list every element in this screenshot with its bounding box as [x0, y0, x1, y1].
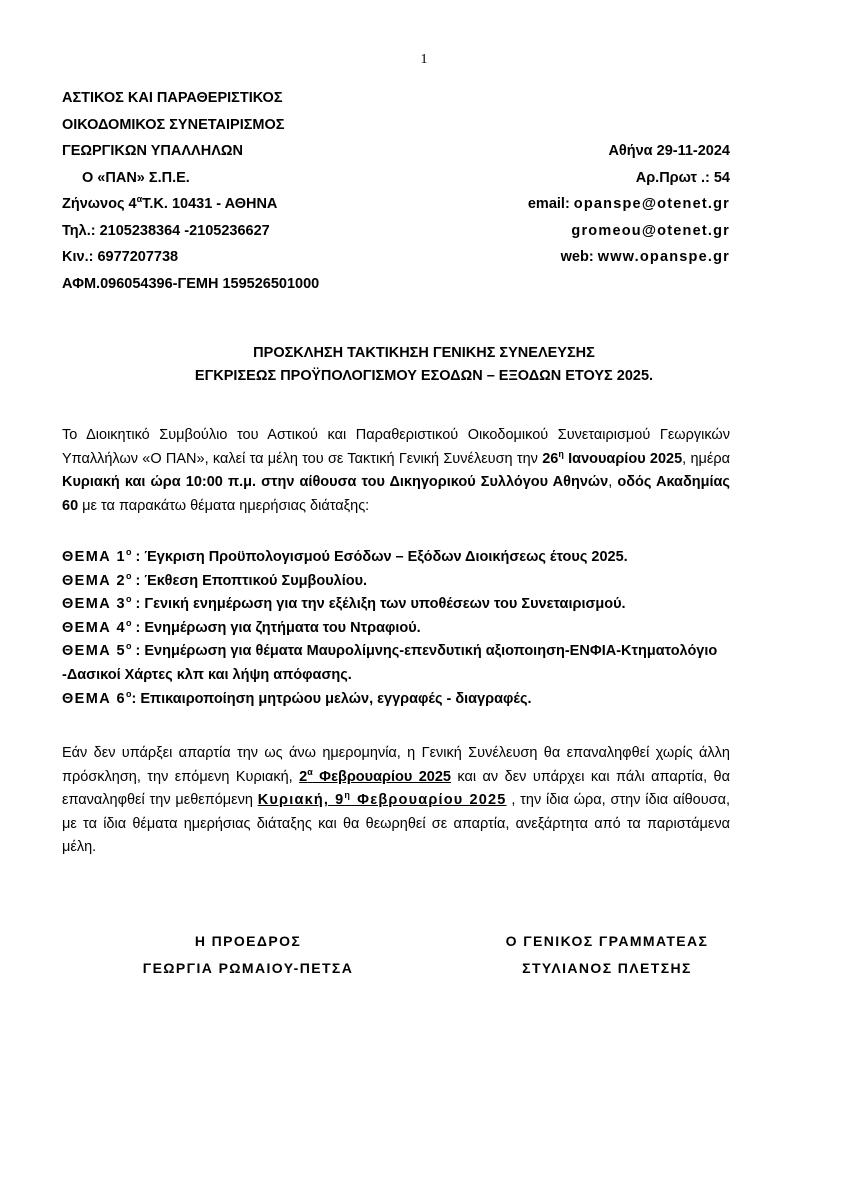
- website: web: www.opanspe.gr: [560, 249, 730, 265]
- agenda-item: ΘΕΜΑ $4^o$ : Ενημέρωση για ζητήματα του Ντραφιού.: [62, 617, 421, 636]
- email-link-2[interactable]: gromeou@otenet.gr: [571, 222, 730, 239]
- secretary-name: ΣΤΥΛΙΑΝΟΣ ΠΛΕΤΣΗΣ: [522, 960, 692, 976]
- email-link-1[interactable]: opanspe@otenet.gr: [573, 196, 730, 212]
- email-primary: email: opanspe@otenet.gr: [527, 196, 730, 212]
- sender-address: Ζήνωνος $4^\alpha T.K$. 10431 - ΑΘΗΝΑ: [62, 194, 278, 212]
- sender-tax-id: ΑΦΜ.096054396-ΓΕΜΗ 159526501000: [62, 275, 320, 292]
- sender-line-2: ΟΙΚΟΔΟΜΙΚΟΣ ΣΥΝΕΤΑΙΡΙΣΜΟΣ: [62, 116, 285, 133]
- agenda-item: ΘΕΜΑ $5^o$ : Ενημέρωση για θέματα Μαυρολίμνης-επενδυτική αξιοποιηση-ΕΝΦΙΑ-Κτηματολόγιο: [62, 641, 718, 660]
- sender-mobile: Κιν.: 6977207738: [62, 249, 179, 265]
- president-name: ΓΕΩΡΓΙΑ ΡΩΜΑΙΟΥ-ΠΕΤΣΑ: [142, 960, 354, 976]
- protocol-number: Αρ.Πρωτ .: 54: [635, 169, 730, 186]
- sender-block: [62, 85, 319, 297]
- sender-line-1: ΑΣΤΙΚΟΣ ΚΑΙ ΠΑΡΑΘΕΡΙΣΤΙΚΟΣ: [62, 90, 283, 106]
- agenda-list: [62, 546, 762, 711]
- agenda-item-continuation: -Δασικοί Χάρτες κλπ και λήψη απόφασης.: [62, 666, 352, 683]
- signature-secretary: [462, 928, 752, 982]
- signature-president: [108, 928, 388, 982]
- secretary-role: Ο ΓΕΝΙΚΟΣ ΓΡΑΜΜΑΤΕΑΣ: [505, 933, 709, 949]
- title-line-1: ΠΡΟΣΚΛΗΣΗ ΤΑΚΤΙΚΗΣΗ ΓΕΝΙΚΗΣ ΣΥΝΕΛΕΥΣΗΣ: [253, 345, 595, 361]
- letter-date: Αθήνα 29-11-2024: [608, 143, 730, 159]
- agenda-item: ΘΕΜΑ $6^o$: Επικαιροποίηση μητρώου μελών, εγγραφές - διαγραφές.: [62, 688, 532, 707]
- president-role: Η ΠΡΟΕΔΡΟΣ: [194, 933, 302, 949]
- agenda-item: ΘΕΜΑ $1^o$ : Έγκριση Προϋπολογισμού Εσόδων – Εξόδων Διοικήσεως έτους 2025.: [62, 547, 628, 565]
- meta-block: [528, 138, 730, 271]
- agenda-item: ΘΕΜΑ $2^o$ : Έκθεση Εποπτικού Συμβουλίου.: [62, 570, 368, 589]
- sender-line-3: ΓΕΩΡΓΙΚΩΝ ΥΠΑΛΛΗΛΩΝ: [62, 143, 243, 159]
- document-title: [0, 342, 848, 388]
- page-number: 1: [420, 52, 428, 67]
- title-line-2: ΕΓΚΡΙΣΕΩΣ ΠΡΟΫΠΟΛΟΓΙΣΜΟΥ ΕΣΟΔΩΝ – ΕΞΟΔΩΝ ΕΤΟΥΣ 2025.: [194, 368, 654, 384]
- agenda-item: ΘΕΜΑ $3^o$ : Γενική ενημέρωση για την εξέλιξη των υποθέσεων του Συνεταιρισμού.: [62, 594, 626, 613]
- sender-line-4: Ο «ΠΑΝ» Σ.Π.Ε.: [82, 169, 190, 186]
- closing-paragraph: Εάν δεν υπάρξει απαρτία την ως άνω ημερομηνία, η Γενική Συνέλευση θα επαναληφθεί χωρίς άλλη πρόσκληση, την επόμενη Κυριακή, $2^\alpha$ Φεβρουαρίου 2025 και αν δεν υπάρχει και πάλι απαρτία, θα επαναληφθεί την μεθεπόμενη Κυριακή, $9^\eta$ Φεβρουαρίου 2025 , την ίδια ώρα, στην ίδια αίθουσα, με τα ίδια θέματα ημερήσιας διάταξης και θα θεωρηθεί σε απαρτία, ανεξάρτητα από τα παριστάμενα μέλη.: [62, 745, 731, 855]
- website-link[interactable]: www.opanspe.gr: [597, 249, 730, 265]
- intro-paragraph: Το Διοικητικό Συμβούλιο του Αστικού και Παραθεριστικού Οικοδομικού Συνεταιρισμού Γεωργικών Υπαλλήλων «Ο ΠΑΝ», καλεί τα μέλη του σε Τακτική Γενική Συνέλευση την $26^\eta$ Ιανουαρίου 2025, ημέρα Κυριακή και ώρα 10:00 π.μ. στην αίθουσα του Δικηγορικού Συλλόγου Αθηνών, οδός Ακαδημίας 60 με τα παρακάτω θέματα ημερήσιας διάταξης:: [62, 427, 730, 514]
- sender-phone: Τηλ.: 2105238364 -2105236627: [62, 222, 270, 239]
